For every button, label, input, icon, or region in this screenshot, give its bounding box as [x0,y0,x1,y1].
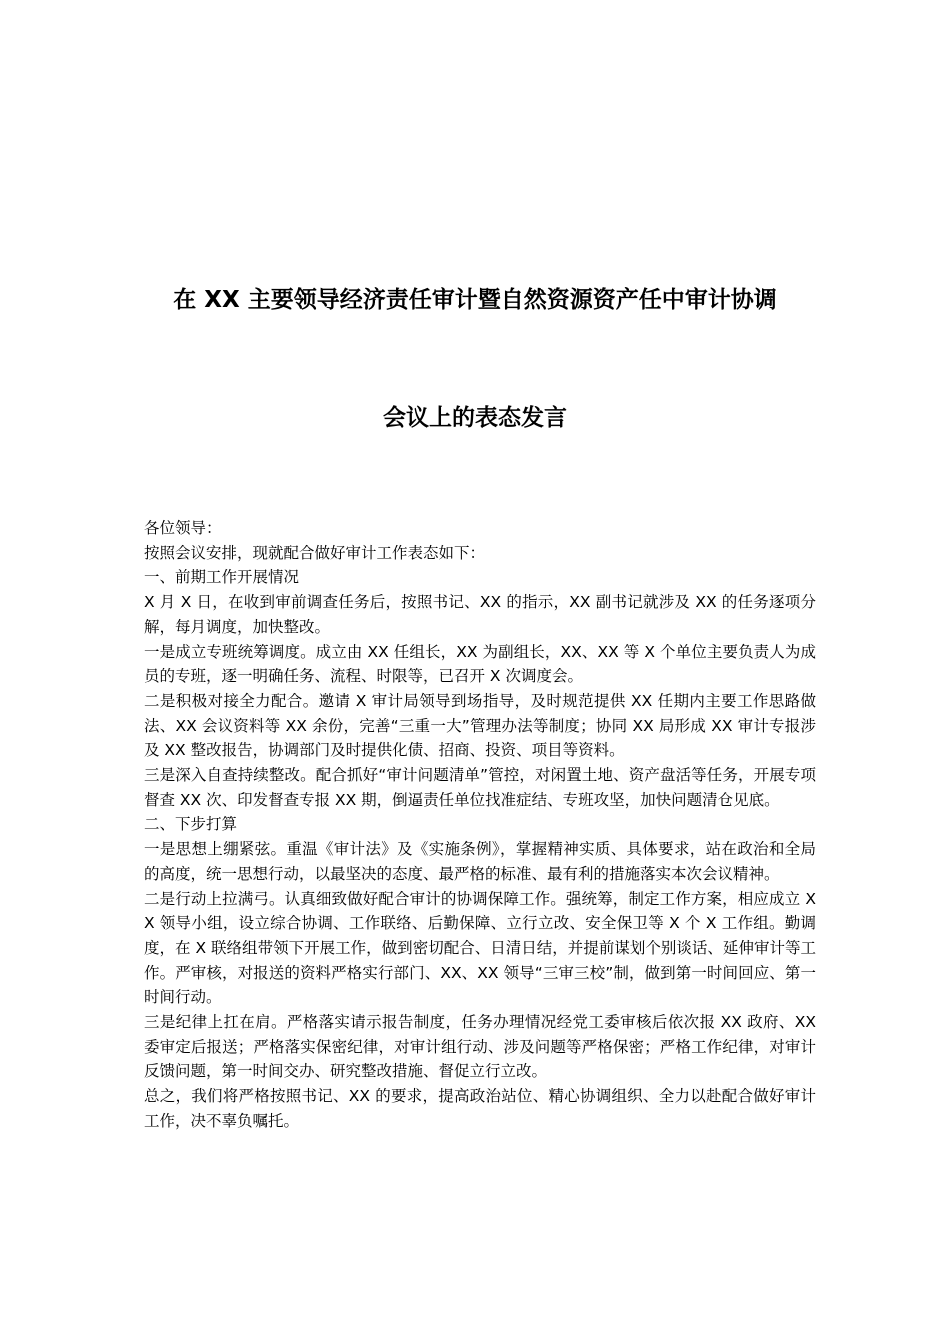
salutation: 各位领导： [144,519,222,537]
section-heading: 二、下步打算 [144,815,238,834]
closing-paragraph: 总之，我们将严格按照书记、XX 的要求，提高政治站位、精心协调组织、全力以赴配合做好审计工作，决不辜负嘱托。 [144,1087,816,1130]
body-paragraph: 二是行动上拉满弓。认真细致做好配合审计的协调保障工作。强统筹，制定工作方案，相应成立 XX 领导小组，设立综合协调、工作联络、后勤保障、立行立改、安全保卫等 X 个 X 工作组。勤调度，在 X 联络组带领下开展工作，做到密切配合、日清日结，并提前谋划个别谈话、延伸审计等工作。严审核，对报送的资料严格实行部门、XX、XX 领导“三审三校”制，做到第一时间回应、第一时间行动。 [144,889,816,1007]
body-paragraph: 二是积极对接全力配合。邀请 X 审计局领导到场指导，及时规范提供 XX 任期内主要工作思路做法、XX 会议资料等 XX 余份，完善“三重一大”管理办法等制度；协同 XX 局形成 XX 审计专报涉及 XX 整改报告，协调部门及时提供化债、招商、投资、项目等资料。 [144,691,816,760]
intro-paragraph: 按照会议安排，现就配合做好审计工作表态如下： [144,543,486,562]
body-paragraph: X 月 X 日，在收到审前调查任务后，按照书记、XX 的指示，XX 副书记就涉及 XX 的任务逐项分解，每月调度，加快整改。 [144,593,816,636]
body-paragraph: 一是成立专班统筹调度。成立由 XX 任组长，XX 为副组长，XX、XX 等 X 个单位主要负责人为成员的专班，逐一明确任务、流程、时限等，已召开 X 次调度会。 [144,642,816,686]
section-heading: 一、前期工作开展情况 [144,568,300,587]
document-title-line-1: 在 XX 主要领导经济责任审计暨自然资源资产任中审计协调 [173,287,777,313]
body-paragraph: 三是纪律上扛在肩。严格落实请示报告制度，任务办理情况经党工委审核后依次报 XX 政府、XX 委审定后报送；严格落实保密纪律，对审计组行动、涉及问题等严格保密；严格工作纪律，对审计反馈问题，第一时间交办、研究整改措施、督促立行立改。 [144,1013,816,1081]
document-body [144,516,816,1134]
document-title-line-2: 会议上的表态发言 [383,405,567,431]
body-paragraph: 三是深入自查持续整改。配合抓好“审计问题清单”管控，对闲置土地、资产盘活等任务，开展专项督查 XX 次、印发督查专报 XX 期，倒逼责任单位找准症结、专班攻坚，加快问题清仓见底。 [144,766,816,809]
body-paragraph: 一是思想上绷紧弦。重温《审计法》及《实施条例》，掌握精神实质、具体要求，站在政治和全局的高度，统一思想行动，以最坚决的态度、最严格的标准、最有利的措施落实本次会议精神。 [144,840,816,883]
